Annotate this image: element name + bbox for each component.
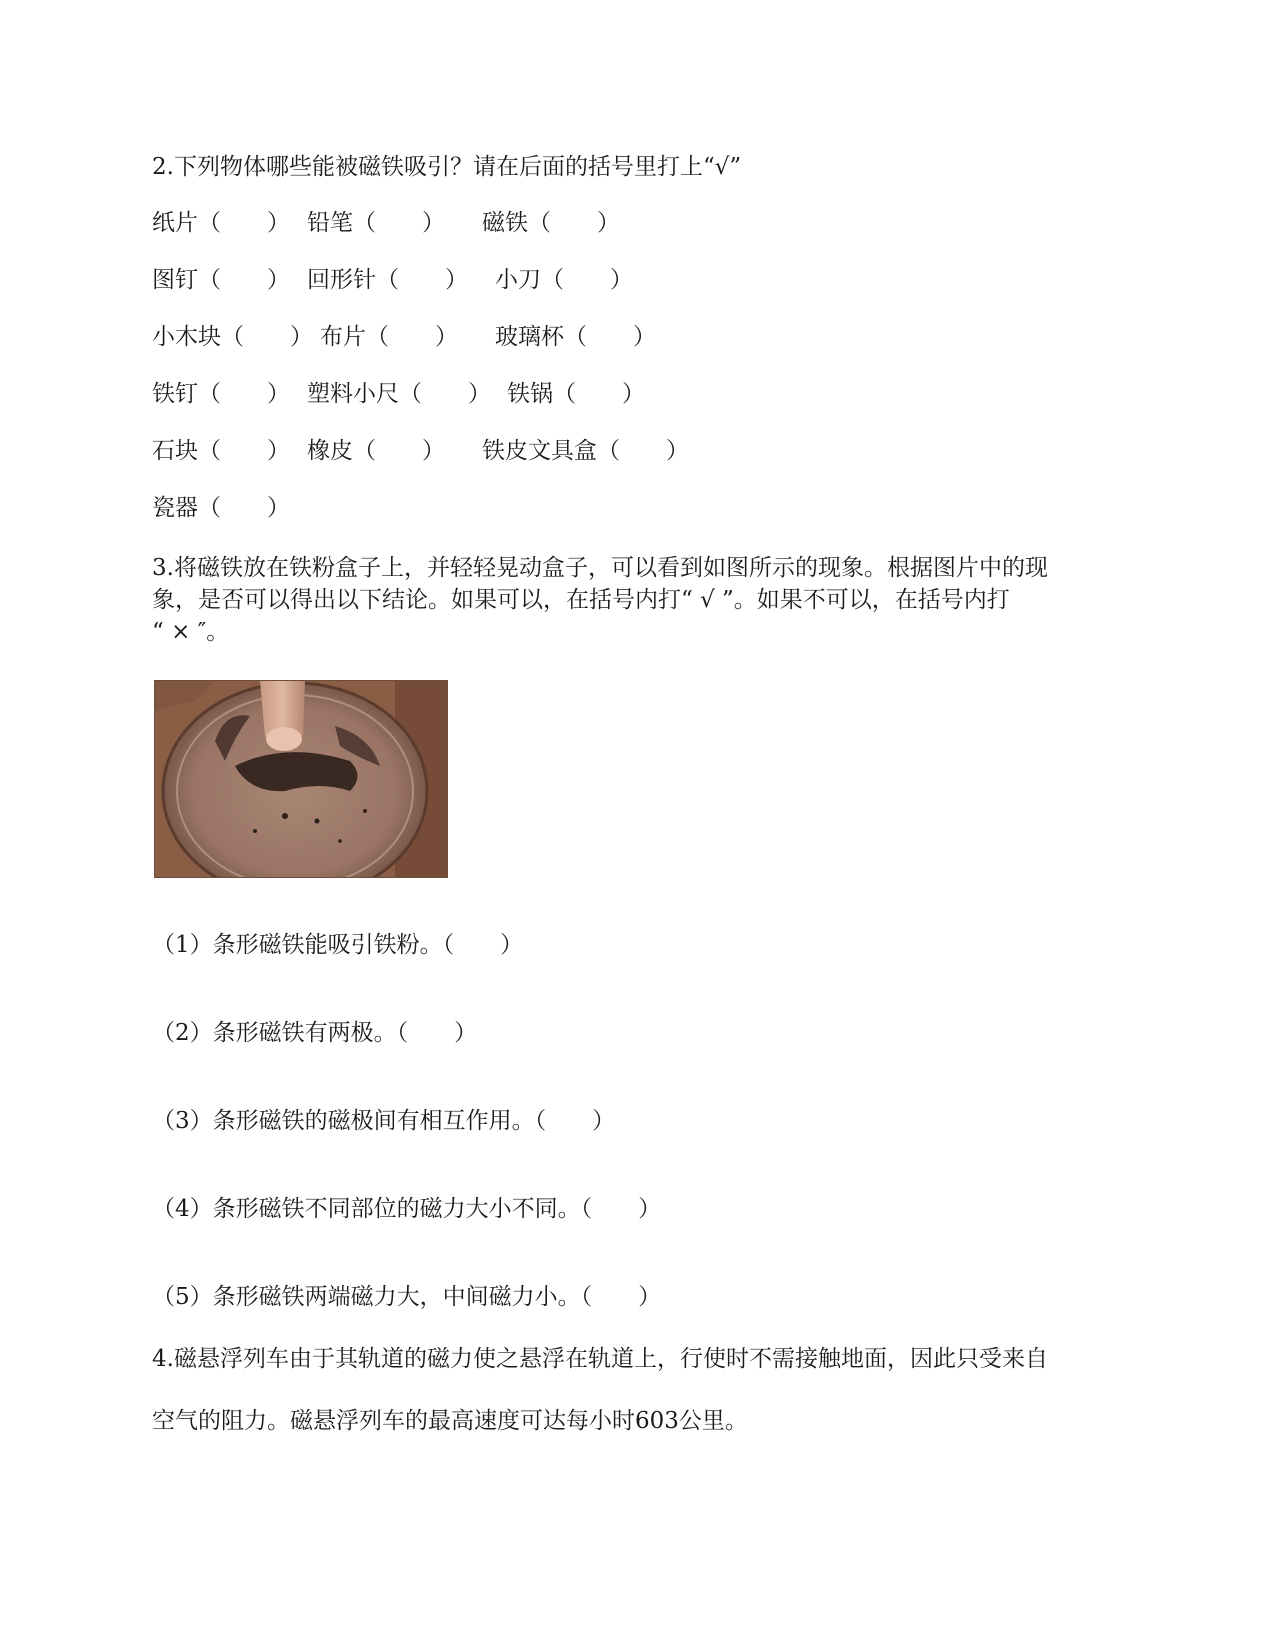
- question-3-text: [152, 552, 1132, 648]
- conclusion-item: （3）条形磁铁的磁极间有相互作用。（ ）: [152, 1108, 616, 1134]
- iron-filings-photo: [154, 680, 448, 878]
- conclusion-item: （4）条形磁铁不同部位的磁力大小不同。（ ）: [152, 1196, 662, 1222]
- question-4-line-2: 空气的阻力。磁悬浮列车的最高速度可达每小时603公里。: [152, 1408, 748, 1434]
- answer-item: 玻璃杯（ ）: [495, 324, 656, 350]
- answer-item: 橡皮（ ）: [307, 438, 445, 464]
- answer-item: 铁锅（ ）: [507, 381, 645, 407]
- iron-filings-illustration: [155, 681, 447, 877]
- answer-item: 小木块（ ）: [152, 324, 313, 350]
- answer-item: 小刀（ ）: [495, 267, 633, 293]
- answer-item: 图钉（ ）: [152, 267, 290, 293]
- conclusion-item: （2）条形磁铁有两极。（ ）: [152, 1020, 478, 1046]
- answer-item: 瓷器（ ）: [152, 495, 290, 521]
- answer-item: 石块（ ）: [152, 438, 290, 464]
- question-3-line-3: “ × ″。: [152, 619, 230, 645]
- answer-item: 回形针（ ）: [307, 267, 468, 293]
- answer-item: 塑料小尺（ ）: [307, 381, 491, 407]
- answer-item: 纸片（ ）: [152, 210, 290, 236]
- conclusion-item: （5）条形磁铁两端磁力大，中间磁力小。（ ）: [152, 1284, 662, 1310]
- question-4-line-1: 4.磁悬浮列车由于其轨道的磁力使之悬浮在轨道上，行使时不需接触地面，因此只受来自: [152, 1346, 1048, 1372]
- conclusion-item: （1）条形磁铁能吸引铁粉。（ ）: [152, 932, 524, 958]
- answer-item: 铅笔（ ）: [307, 210, 445, 236]
- answer-item: 布片（ ）: [320, 324, 458, 350]
- answer-item: 铁皮文具盒（ ）: [482, 438, 689, 464]
- answer-item: 磁铁（ ）: [482, 210, 620, 236]
- answer-item: 铁钉（ ）: [152, 381, 290, 407]
- question-3-line-2: 象，是否可以得出以下结论。如果可以，在括号内打“ √ ”。如果不可以，在括号内打: [152, 587, 1010, 613]
- question-2-title: 2.下列物体哪些能被磁铁吸引？请在后面的括号里打上“√”: [152, 154, 742, 180]
- question-3-line-1: 3.将磁铁放在铁粉盒子上，并轻轻晃动盒子，可以看到如图所示的现象。根据图片中的现: [152, 555, 1048, 581]
